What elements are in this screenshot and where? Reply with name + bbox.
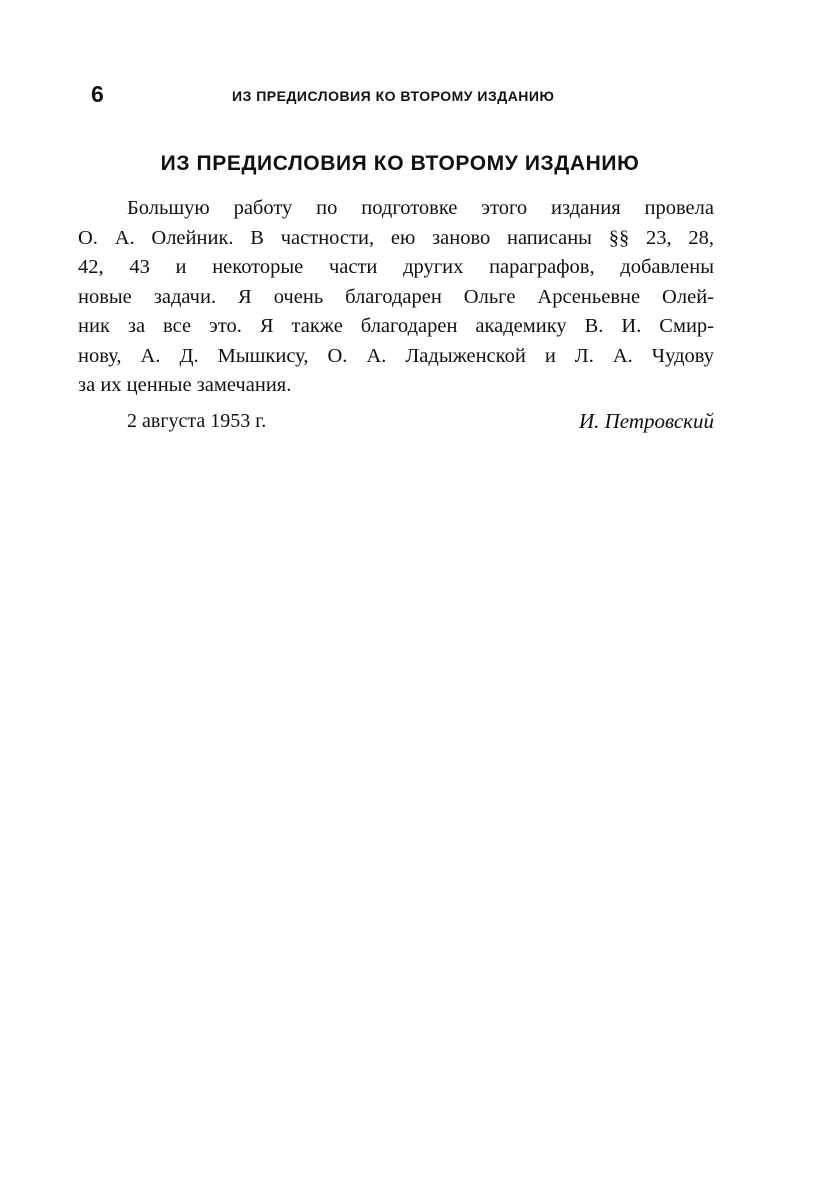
section-title: ИЗ ПРЕДИСЛОВИЯ КО ВТОРОМУ ИЗДАНИЮ <box>160 152 640 175</box>
paragraph-line: 42, 43 и некоторые части других параграфов, добавлены <box>78 256 714 278</box>
page-number: 6 <box>91 81 104 107</box>
paragraph-line: новые задачи. Я очень благодарен Ольге Арсеньевне Олей- <box>78 285 714 308</box>
preface-paragraph <box>78 194 714 401</box>
paragraph-line: нову, А. Д. Мышкису, О. А. Ладыженской и Л. А. Чудову <box>78 344 714 367</box>
paragraph-line: ник за все это. Я также благодарен академику В. И. Смир- <box>78 315 714 337</box>
paragraph-line: за их ценные замечания. <box>78 374 292 396</box>
paragraph-line: О. А. Олейник. В частности, ею заново написаны §§ 23, 28, <box>78 226 714 249</box>
running-header: ИЗ ПРЕДИСЛОВИЯ КО ВТОРОМУ ИЗДАНИЮ <box>232 88 555 104</box>
paragraph-line: Большую работу по подготовке этого издания провела <box>127 197 714 219</box>
author-signature: И. Петровский <box>578 409 714 433</box>
preface-date: 2 августа 1953 г. <box>127 410 267 432</box>
